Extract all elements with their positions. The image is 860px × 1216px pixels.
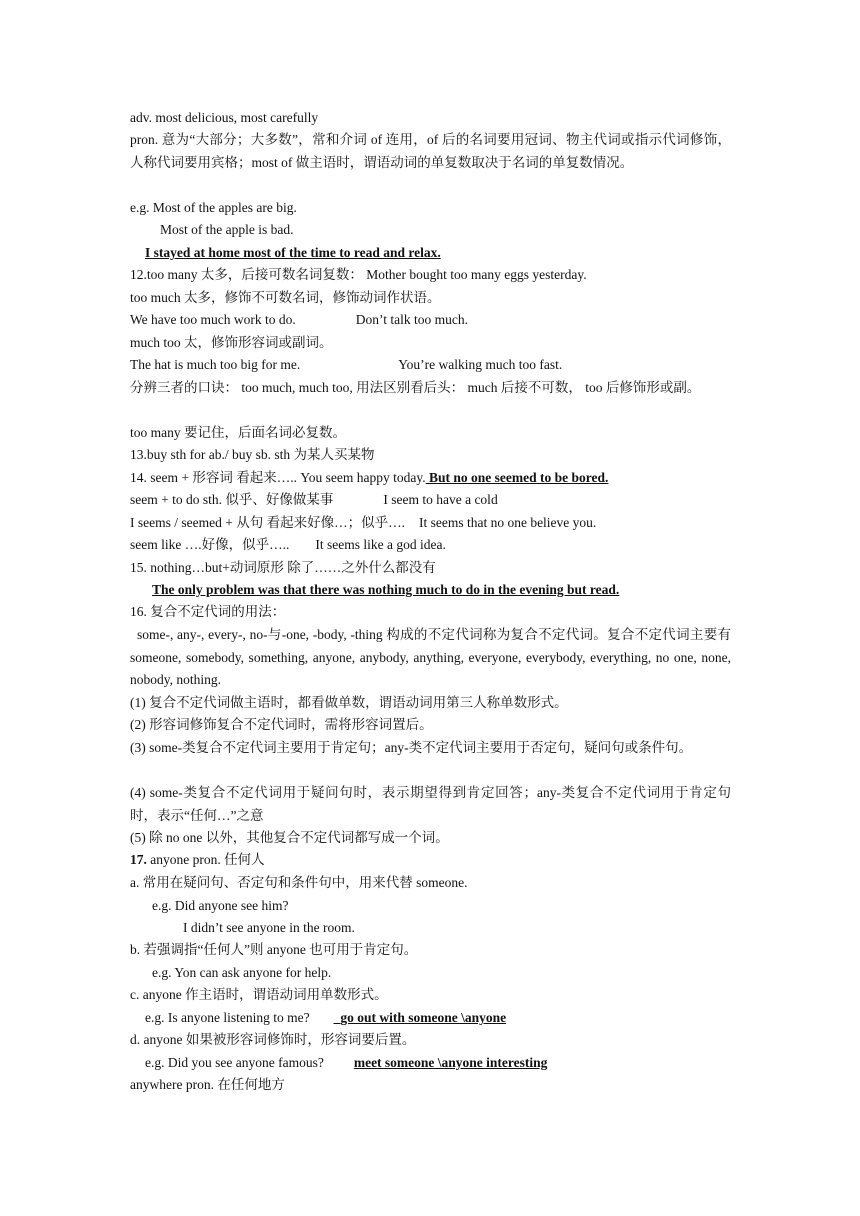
example-line: Most of the apple is bad. <box>160 222 294 237</box>
text-line-adv: adv. most delicious, most carefully <box>130 110 319 125</box>
example-right: You’re walking much too fast. <box>398 357 563 372</box>
example-left: We have too much work to do. <box>130 312 296 327</box>
example-line: e.g. Yon can ask anyone for help. <box>152 965 332 980</box>
text-line: a. 常用在疑问句、否定句和条件句中，用来代替 someone. <box>130 875 468 890</box>
example-pair <box>130 489 731 512</box>
item-15-heading: 15. nothing…but+动词原形 除了……之外什么都没有 <box>130 560 436 575</box>
paragraph-most-pron: pron. 意为“大部分；大多数”，常和介词 of 连用，of 后的名词要用冠词、物主代词或指示代词修饰，人称代词要用宾格；most of 做主语时，谓语动词的单复数取决于名词的单复数情况。 <box>130 132 731 170</box>
emphasis-phrase: meet someone \anyone interesting <box>353 1055 548 1070</box>
emphasis-sentence: I stayed at home most of the time to read and relax. <box>145 245 441 260</box>
rule-3: (3) some-类复合不定代词主要用于肯定句；any-类不定代词主要用于否定句，疑问句或条件句。 <box>130 740 693 755</box>
text-line: b. 若强调指“任何人”则 anyone 也可用于肯定句。 <box>130 942 418 957</box>
item-13-heading: 13.buy sth for ab./ buy sb. sth 为某人买某物 <box>130 447 375 462</box>
example-left: e.g. Did you see anyone famous? <box>145 1055 324 1070</box>
rule-1: (1) 复合不定代词做主语时，都看做单数，谓语动词用第三人称单数形式。 <box>130 695 568 710</box>
example-left: e.g. Is anyone listening to me? <box>145 1010 310 1025</box>
mnemonic-paragraph: 分辨三者的口诀： too much, much too, 用法区别看后头： much 后接不可数， too 后修饰形或副。 <box>130 380 701 395</box>
text-line: much too 太，修饰形容词或副词。 <box>130 335 333 350</box>
example-left: I seems / seemed + 从句 看起来好像…；似乎…. <box>130 515 405 530</box>
rule-5: (5) 除 no one 以外，其他复合不定代词都写成一个词。 <box>130 830 449 845</box>
text-line: too many 要记住，后面名词必复数。 <box>130 425 346 440</box>
text-line: d. anyone 如果被形容词修饰时，形容词要后置。 <box>130 1032 416 1047</box>
text-line: too much 太多，修饰不可数名词，修饰动词作状语。 <box>130 290 441 305</box>
text-line: anywhere pron. 在任何地方 <box>130 1077 285 1092</box>
emphasis-sentence: The only problem was that there was nothing much to do in the evening but read. <box>152 582 620 597</box>
emphasis-sentence: But no one seemed to be bored. <box>425 470 609 485</box>
example-left: The hat is much too big for me. <box>130 357 301 372</box>
text-segment: anyone pron. 任何人 <box>146 852 265 867</box>
item-16-heading: 16. 复合不定代词的用法： <box>130 604 286 619</box>
example-pair <box>130 309 731 332</box>
example-pair <box>130 354 731 377</box>
example-left: seem + to do sth. 似乎、好像做某事 <box>130 492 334 507</box>
example-line: e.g. Most of the apples are big. <box>130 200 297 215</box>
text-segment: 14. seem + 形容词 看起来….. You seem happy today. <box>130 470 426 485</box>
example-pair <box>130 512 731 535</box>
example-left: seem like ….好像，似乎….. <box>130 537 290 552</box>
item-14-heading <box>130 467 731 490</box>
paragraph-compound-pronouns: some-, any-, every-, no-与-one, -body, -thing 构成的不定代词称为复合不定代词。复合不定代词主要有 someone, somebody, something, anyone, anybody, anything, everyone, everybody, everything, no one, none, nobody, nothing. <box>130 627 731 688</box>
example-pair <box>130 534 731 557</box>
example-pair <box>145 1007 746 1030</box>
example-right: It seems that no one believe you. <box>418 515 597 530</box>
text-line: c. anyone 作主语时，谓语动词用单数形式。 <box>130 987 388 1002</box>
item-17-heading <box>130 849 731 872</box>
emphasis-phrase: _go out with someone \anyone <box>333 1010 507 1025</box>
example-right: Don’t talk too much. <box>355 312 469 327</box>
example-right: It seems like a god idea. <box>315 537 446 552</box>
example-line: e.g. Did anyone see him? <box>152 898 289 913</box>
example-pair <box>145 1052 746 1075</box>
item-number: 17. <box>130 852 147 867</box>
item-12-heading: 12.too many 太多，后接可数名词复数： Mother bought too many eggs yesterday. <box>130 267 587 282</box>
rule-2: (2) 形容词修饰复合不定代词时，需将形容词置后。 <box>130 717 433 732</box>
example-right: I seem to have a cold <box>383 492 498 507</box>
rule-4: (4) some-类复合不定代词用于疑问句时，表示期望得到肯定回答；any-类复合不定代词用于肯定句时，表示“任何…”之意 <box>130 785 731 823</box>
example-line: I didn’t see anyone in the room. <box>183 920 355 935</box>
